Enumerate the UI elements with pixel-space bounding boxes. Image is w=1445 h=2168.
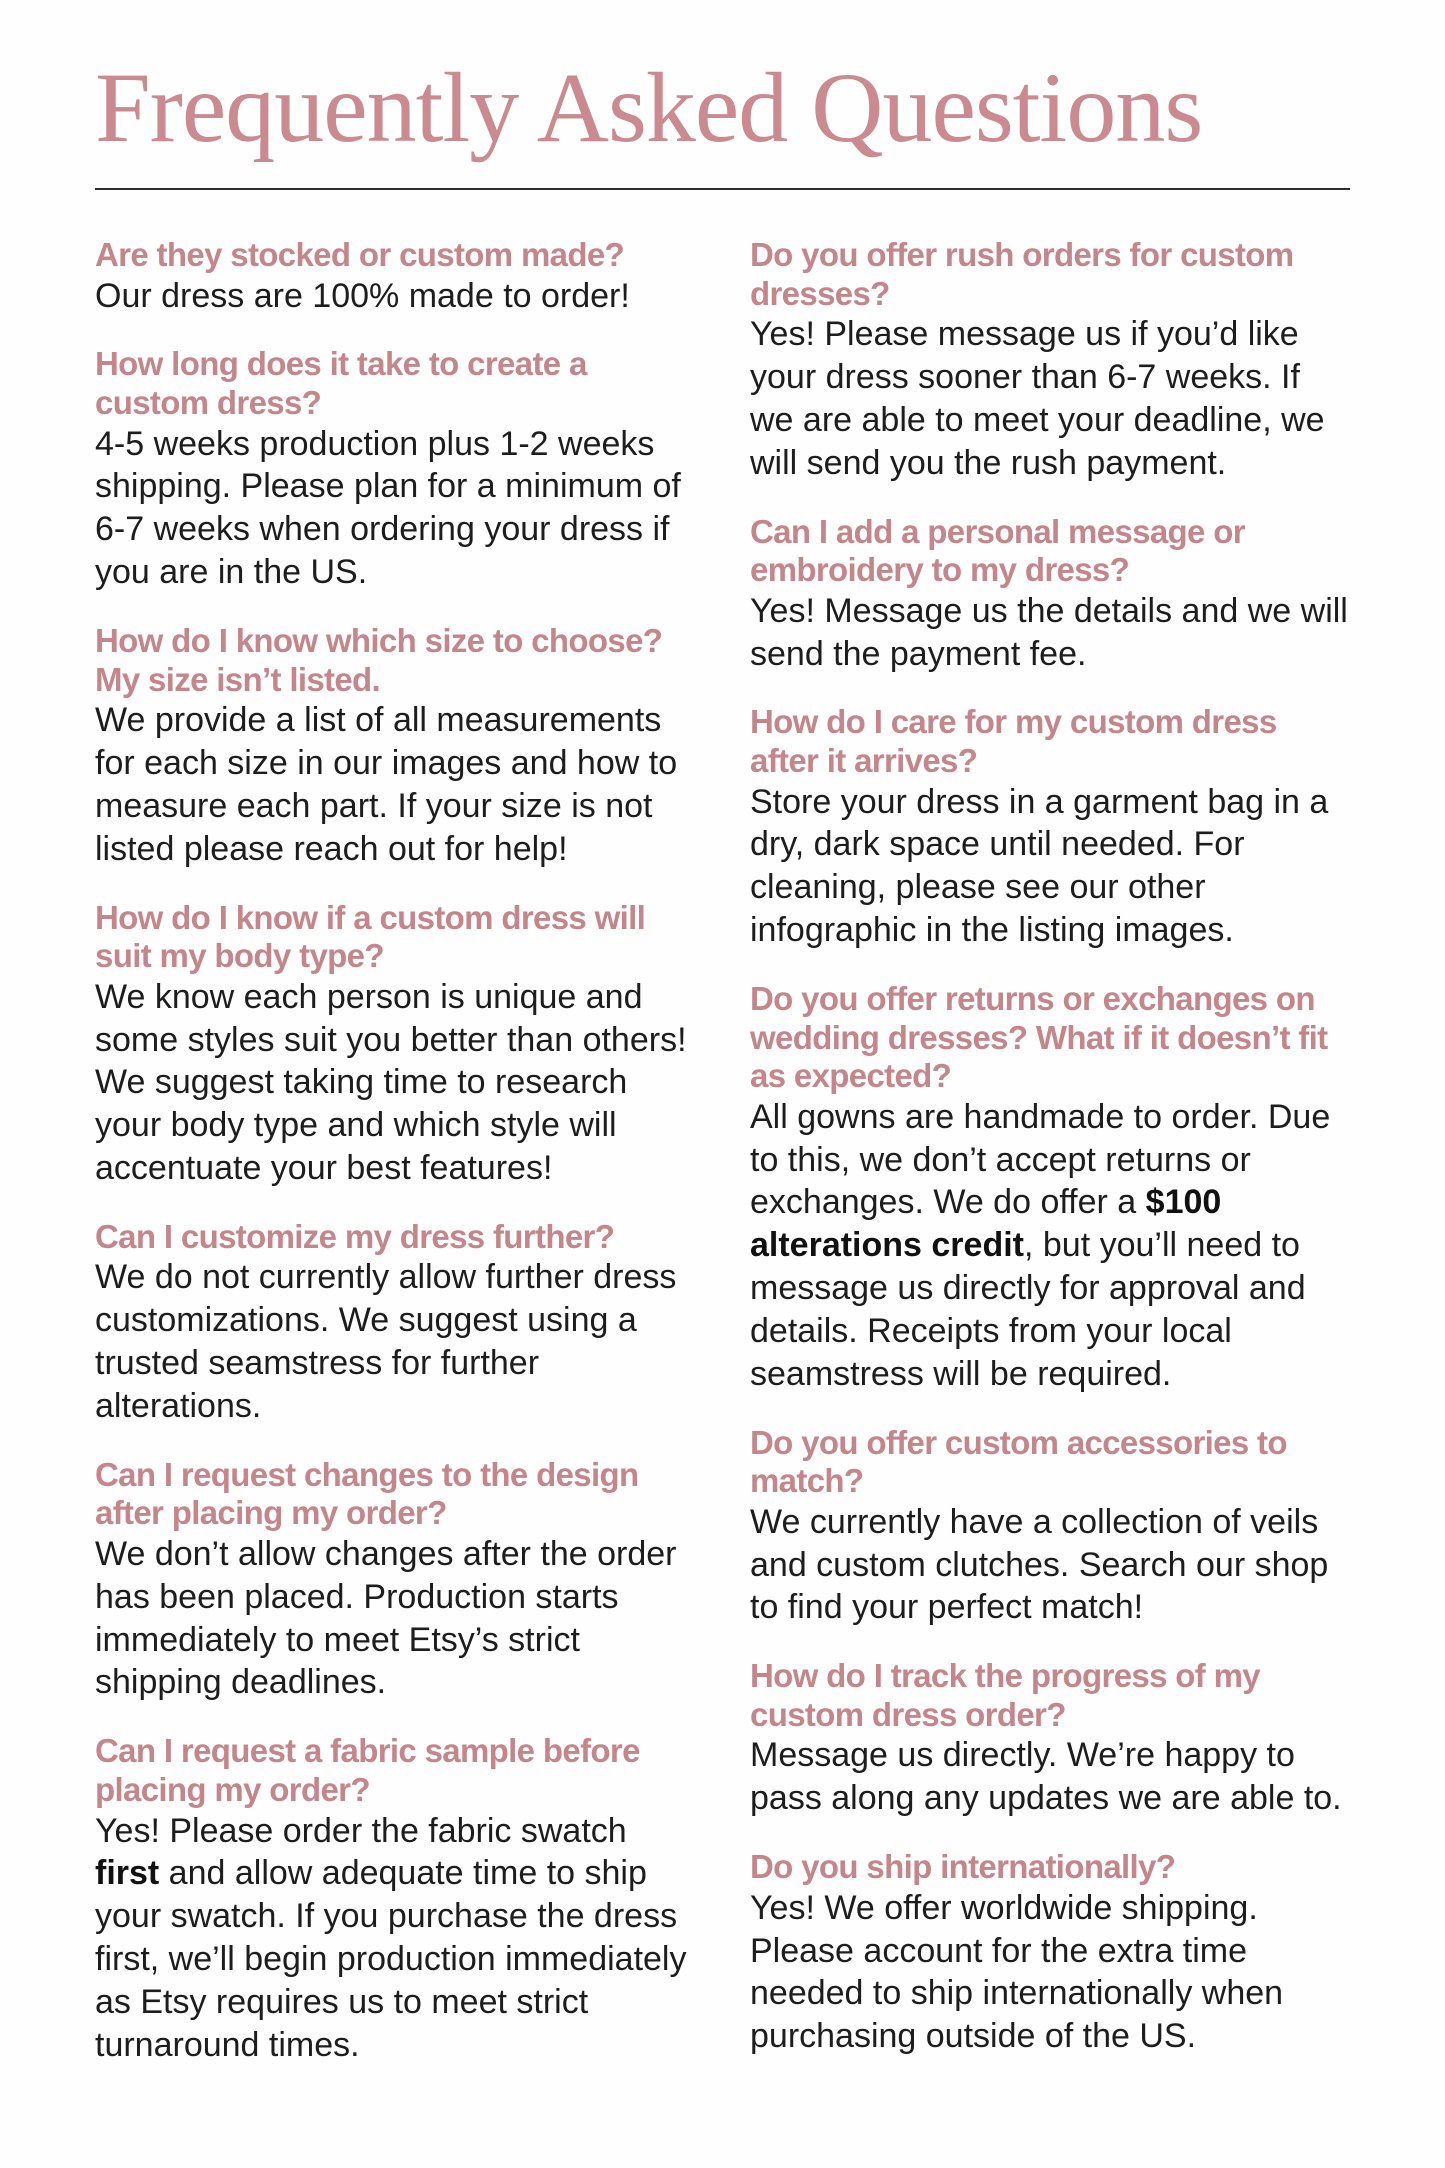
faq-question: Do you offer returns or exchanges on wedding dresses? What if it doesn’t fit as expected? <box>750 979 1328 1095</box>
faq-item <box>95 236 695 317</box>
answer-text: Store your dress in a garment bag in a dry, dark space until needed. For cleaning, please see our other infographic in the listing images. <box>750 782 1329 950</box>
title-divider <box>95 188 1350 190</box>
faq-question: Can I request a fabric sample before placing my order? <box>95 1732 640 1808</box>
faq-item <box>750 236 1350 485</box>
faq-question: How do I know which size to choose? My size isn’t listed. <box>95 621 663 698</box>
answer-text: All gowns are handmade to order. Due to this, we don’t accept returns or exchanges. We do offer a <box>750 1097 1331 1222</box>
faq-item <box>95 622 695 871</box>
faq-question: Are they stocked or custom made? <box>95 236 625 273</box>
faq-question: Do you offer custom accessories to match? <box>750 1423 1287 1500</box>
answer-text: Yes! Please order the fabric swatch <box>95 1811 627 1850</box>
faq-question: Can I request changes to the design after placing my order? <box>95 1455 639 1532</box>
faq-columns <box>95 236 1350 2067</box>
faq-question: How long does it take to create a custom dress? <box>95 345 587 422</box>
answer-text: We know each person is unique and some styles suit you better than others! We suggest taking time to research your body type and which style will accentuate your best features! <box>95 977 687 1188</box>
answer-text-bold: first <box>95 1854 160 1893</box>
faq-column-right <box>750 236 1350 2067</box>
faq-question: How do I know if a custom dress will suit my body type? <box>95 898 646 975</box>
faq-question: Can I customize my dress further? <box>95 1217 615 1255</box>
faq-answer <box>95 275 695 318</box>
answer-text: Our dress are 100% made to order! <box>95 276 630 315</box>
answer-text: We don’t allow changes after the order has been placed. Production starts immediately to meet Etsy’s strict shipping deadlines. <box>95 1535 677 1702</box>
faq-question: Do you ship internationally? <box>750 1848 1176 1886</box>
faq-item <box>750 703 1350 952</box>
answer-text: We currently have a collection of veils and custom clutches. Search our shop to find your perfect match! <box>750 1502 1329 1627</box>
answer-text: We do not currently allow further dress customizations. We suggest using a trusted seamstress for further alterations. <box>95 1258 677 1425</box>
answer-text: Message us directly. We’re happy to pass along any updates we are able to. <box>750 1736 1342 1818</box>
faq-item <box>750 1657 1350 1820</box>
answer-text: Yes! We offer worldwide shipping. Please account for the extra time needed to ship internationally when purchasing outside of the US. <box>750 1888 1284 2056</box>
faq-item <box>95 1732 695 2066</box>
faq-item <box>95 345 695 594</box>
faq-item <box>750 1424 1350 1630</box>
answer-text: , but you’ll need to message us directly for approval and details. Receipts from your local seamstress will be required. <box>750 1226 1306 1393</box>
faq-question: How do I track the progress of my custom dress order? <box>750 1657 1260 1733</box>
page-title: Frequently Asked Questions <box>95 52 1203 163</box>
faq-column-left <box>95 236 695 2067</box>
answer-text: We provide a list of all measurements for each size in our images and how to measure each part. If your size is not listed please reach out for help! <box>95 701 678 868</box>
faq-answer <box>95 1810 695 2067</box>
faq-item <box>95 899 695 1190</box>
faq-answer <box>95 1256 695 1427</box>
faq-answer <box>750 1501 1350 1629</box>
answer-text-bold: $100 alterations credit <box>750 1183 1222 1265</box>
faq-item <box>750 513 1350 676</box>
faq-answer <box>95 976 695 1190</box>
answer-text: 4-5 weeks production plus 1-2 weeks shipping. Please plan for a minimum of 6-7 weeks when ordering your dress if you are in the US. <box>95 424 681 592</box>
faq-answer <box>750 1734 1350 1820</box>
faq-item <box>750 1848 1350 2058</box>
faq-answer <box>95 423 695 594</box>
faq-answer <box>750 313 1350 484</box>
faq-question: Can I add a personal message or embroidery to my dress? <box>750 512 1245 589</box>
faq-question: How do I care for my custom dress after it arrives? <box>750 703 1277 780</box>
faq-answer <box>95 1533 695 1704</box>
faq-answer <box>750 590 1350 676</box>
faq-answer <box>750 1096 1350 1396</box>
faq-answer <box>750 1887 1350 2058</box>
faq-answer <box>95 699 695 870</box>
faq-item <box>95 1456 695 1705</box>
faq-answer <box>750 781 1350 952</box>
faq-item <box>95 1218 695 1428</box>
answer-text: Yes! Message us the details and we will send the payment fee. <box>750 591 1348 673</box>
answer-text: and allow adequate time to ship your swatch. If you purchase the dress first, we’ll begin production immediately as Etsy requires us to meet strict turnaround times. <box>95 1854 687 2064</box>
faq-item <box>750 980 1350 1396</box>
faq-question: Do you offer rush orders for custom dresses? <box>750 236 1294 312</box>
answer-text: Yes! Please message us if you’d like your dress sooner than 6-7 weeks. If we are able to meet your deadline, we will send you the rush payment. <box>750 315 1325 482</box>
